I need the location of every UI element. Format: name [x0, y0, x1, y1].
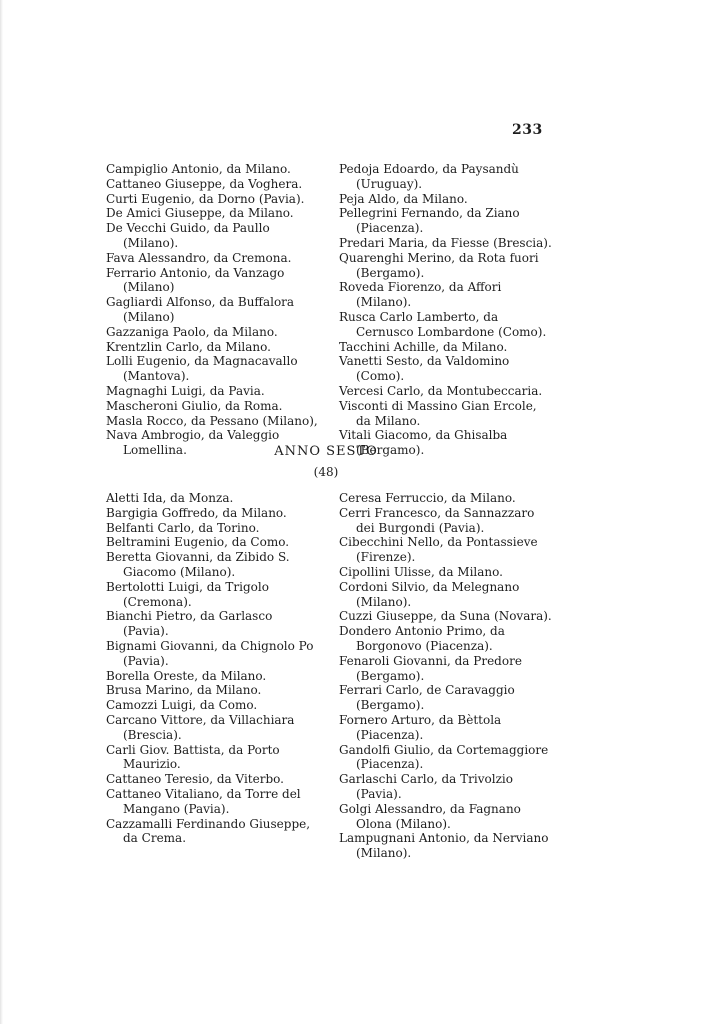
name-entry: Vanetti Sesto, da Valdomino (Como). [339, 354, 510, 384]
name-entry: Fenaroli Giovanni, da Predore (Bergamo). [339, 653, 522, 683]
name-entry: Quarenghi Merino, da Rota fuori (Bergamo). [339, 250, 539, 280]
name-entry: Garlaschi Carlo, da Trivolzio (Pavia). [339, 772, 513, 801]
name-entry: Bignami Giovanni, da Chignolo Po (Pavia). [106, 638, 314, 668]
name-entry: Peja Aldo, da Milano. [339, 191, 468, 206]
name-entry: Camozzi Luigi, da Como. [106, 698, 258, 713]
name-entry: Gazzaniga Paolo, da Milano. [106, 324, 278, 339]
name-entry: Vercesi Carlo, da Montubeccaria. [339, 383, 543, 398]
name-entry: Mascheroni Giulio, da Roma. [106, 398, 283, 413]
name-entry: Fornero Arturo, da Bèttola (Piacenza). [339, 712, 502, 742]
name-entry: Belfanti Carlo, da Torino. [106, 520, 260, 535]
name-entry: Cordoni Silvio, da Melegnano (Milano). [339, 579, 520, 609]
name-entry: Campiglio Antonio, da Milano. [106, 162, 291, 176]
name-entry: Cazzamalli Ferdinando Giuseppe, da Crema. [106, 816, 311, 846]
section-heading: ANNO SESTO [274, 444, 378, 459]
year6-left-column [106, 491, 318, 846]
name-entry: Visconti di Massino Gian Ercole, da Milano. [339, 398, 537, 428]
name-entry: Cattaneo Teresio, da Viterbo. [106, 772, 284, 787]
name-entry: Pedoja Edoardo, da Paysandù (Uruguay). [339, 162, 519, 191]
name-entry: Dondero Antonio Primo, da Borgonovo (Piacenza). [339, 624, 505, 653]
name-entry: Nava Ambrogio, da Valeggio Lomellina. [106, 428, 280, 458]
name-entry: Carli Giov. Battista, da Porto Maurizio. [106, 742, 280, 772]
name-entry: Lolli Eugenio, da Magnacavallo (Mantova). [106, 354, 298, 384]
name-entry: Cerri Francesco, da Sannazzaro dei Burgondi (Pavia). [339, 505, 535, 535]
name-entry: Beltramini Eugenio, da Como. [106, 535, 290, 550]
name-entry: Predari Maria, da Fiesse (Brescia). [339, 235, 552, 250]
name-entry: Gagliardi Alfonso, da Buffalora (Milano) [106, 295, 295, 324]
name-entry: Roveda Fiorenzo, da Affori (Milano). [339, 280, 502, 310]
name-entry: Beretta Giovanni, da Zibido S. Giacomo (Milano). [106, 550, 290, 579]
year6-right-column [339, 491, 553, 861]
name-entry: Vitali Giacomo, da Ghisalba (Bergamo). [339, 428, 508, 458]
page-number: 233 [512, 122, 543, 138]
name-entry: Fava Alessandro, da Cremona. [106, 250, 292, 265]
name-entry: Lampugnani Antonio, da Nerviano (Milano). [339, 831, 549, 861]
page-edge-shadow [0, 0, 3, 1024]
name-entry: Bertolotti Luigi, da Trigolo (Cremona). [106, 579, 269, 609]
name-entry: Ferrari Carlo, de Caravaggio (Bergamo). [339, 683, 515, 713]
name-entry: Cibecchini Nello, da Pontassieve (Firenze). [339, 535, 538, 565]
name-entry: Cattaneo Vitaliano, da Torre del Mangano (Pavia). [106, 786, 301, 816]
name-entry: De Amici Giuseppe, da Milano. [106, 206, 294, 221]
year5-right-column [339, 162, 553, 458]
name-entry: De Vecchi Guido, da Paullo (Milano). [106, 221, 270, 250]
name-entry: Tacchini Achille, da Milano. [339, 339, 508, 354]
name-entry: Magnaghi Luigi, da Pavia. [106, 383, 265, 398]
name-entry: Ceresa Ferruccio, da Milano. [339, 491, 516, 505]
name-entry: Krentzlin Carlo, da Milano. [106, 339, 271, 354]
year5-left-column [106, 162, 318, 458]
name-entry: Cuzzi Giuseppe, da Suna (Novara). [339, 609, 552, 624]
name-entry: Cipollini Ulisse, da Milano. [339, 564, 503, 579]
name-entry: Brusa Marino, da Milano. [106, 683, 262, 698]
name-entry: Borella Oreste, da Milano. [106, 668, 267, 683]
name-entry: Aletti Ida, da Monza. [106, 491, 234, 505]
name-entry: Bargigia Goffredo, da Milano. [106, 505, 287, 520]
name-entry: Ferrario Antonio, da Vanzago (Milano) [106, 265, 285, 295]
name-entry: Golgi Alessandro, da Fagnano Olona (Milano). [339, 801, 521, 831]
name-entry: Curti Eugenio, da Dorno (Pavia). [106, 191, 305, 206]
name-entry: Rusca Carlo Lamberto, da Cernusco Lombardone (Como). [339, 309, 547, 339]
name-entry: Carcano Vittore, da Villachiara (Brescia). [106, 712, 295, 742]
name-entry: Bianchi Pietro, da Garlasco (Pavia). [106, 609, 273, 639]
name-entry: Pellegrini Fernando, da Ziano (Piacenza). [339, 206, 520, 236]
name-entry: Cattaneo Giuseppe, da Voghera. [106, 176, 303, 191]
name-entry: Gandolfi Giulio, da Cortemaggiore (Piacenza). [339, 742, 549, 772]
name-entry: Masla Rocco, da Pessano (Milano), [106, 413, 318, 428]
section-count: (48) [313, 465, 339, 479]
